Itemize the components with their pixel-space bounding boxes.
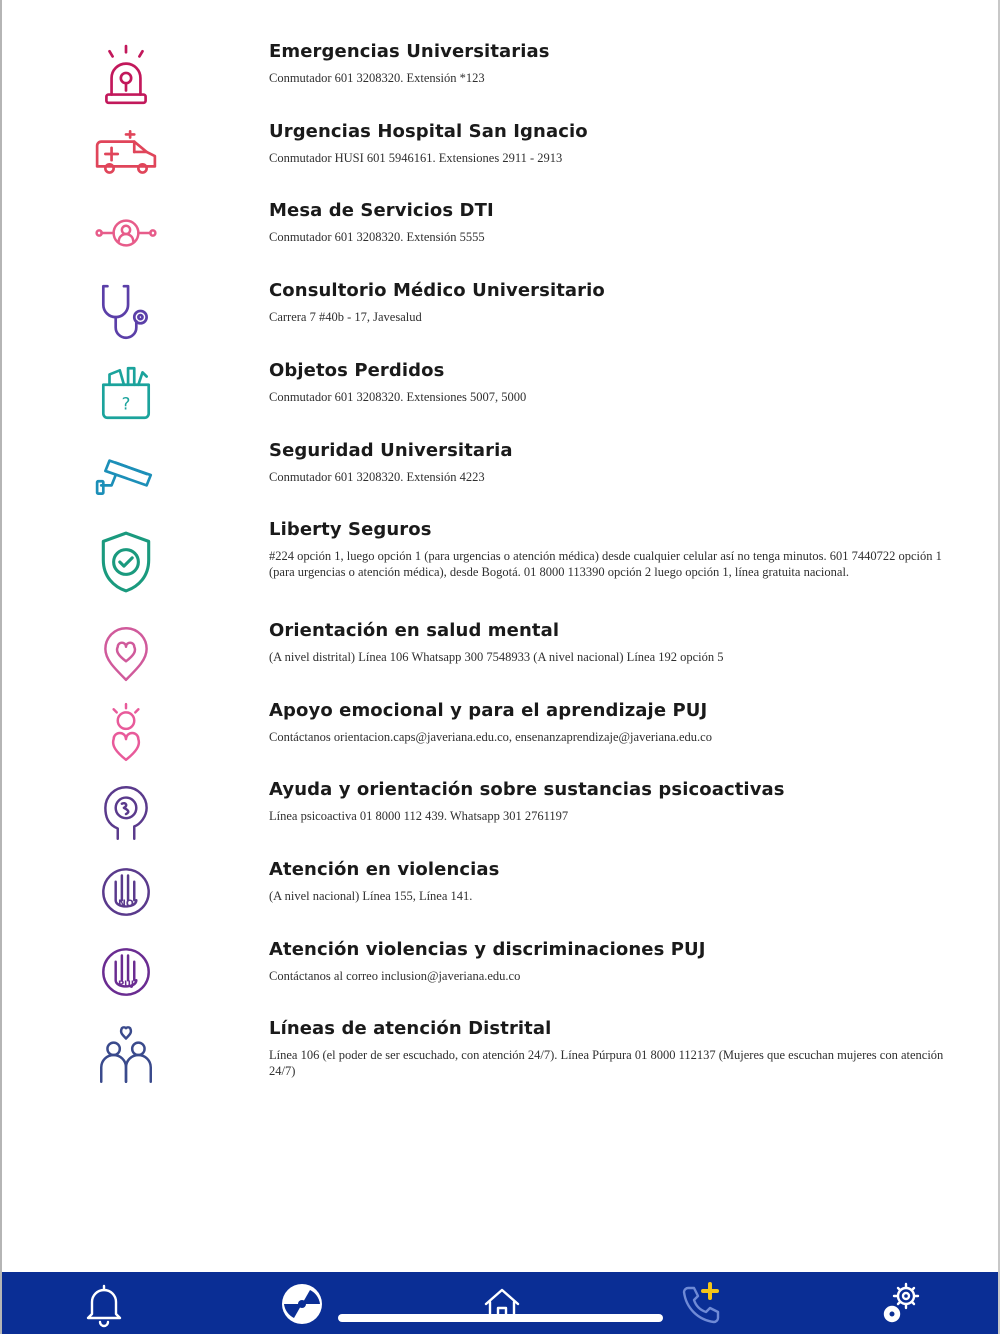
contact-text (269, 279, 969, 325)
contact-text (269, 778, 969, 824)
contact-text (269, 938, 969, 984)
nav-settings-button[interactable] (870, 1278, 930, 1330)
contact-text (269, 858, 969, 904)
contact-detail: Contáctanos al correo inclusion@javeriana.edu.co (269, 969, 521, 983)
contact-title: Urgencias Hospital San Ignacio (269, 121, 588, 142)
person-heart-icon (86, 693, 166, 773)
stop-hand-icon (86, 852, 166, 932)
contact-title: Objetos Perdidos (269, 360, 445, 381)
contact-text (269, 40, 969, 86)
nav-home-button[interactable] (472, 1278, 532, 1330)
contact-detail: Conmutador 601 3208320. Extensiones 5007, 5000 (269, 390, 527, 404)
contact-detail: (A nivel nacional) Línea 155, Línea 141. (269, 889, 473, 903)
contact-title: Atención violencias y discriminaciones PUJ (269, 939, 706, 960)
contact-text (269, 619, 969, 665)
head-brain-icon (86, 772, 166, 852)
hand-label-no: NO (118, 898, 134, 910)
contact-detail: Conmutador 601 3208320. Extensión *123 (269, 71, 485, 85)
contact-detail: Carrera 7 #40b - 17, Javesalud (269, 310, 422, 324)
bottom-nav-bar (2, 1272, 998, 1334)
nav-emergency-contacts-button[interactable] (672, 1278, 732, 1330)
support-agent-icon (86, 193, 166, 273)
settings-icon (876, 1280, 924, 1328)
contact-text (269, 1017, 969, 1079)
question-mark: ? (121, 394, 131, 414)
contact-title: Consultorio Médico Universitario (269, 280, 605, 301)
nav-notifications-button[interactable] (74, 1278, 134, 1330)
contact-title: Emergencias Universitarias (269, 41, 550, 62)
contact-title: Liberty Seguros (269, 519, 432, 540)
contact-text (269, 120, 969, 166)
contact-title: Orientación en salud mental (269, 620, 560, 641)
people-heart-icon (86, 1015, 166, 1095)
contact-title: Seguridad Universitaria (269, 440, 513, 461)
contact-detail: (A nivel distrital) Línea 106 Whatsapp 300 7548933 (A nivel nacional) Línea 192 opción 5 (269, 650, 724, 664)
ambulance-icon (86, 114, 166, 194)
contact-detail: Conmutador HUSI 601 5946161. Extensiones 2911 - 2913 (269, 151, 563, 165)
contact-text (269, 199, 969, 245)
contact-text (269, 359, 969, 405)
contact-detail: Contáctanos orientacion.caps@javeriana.edu.co, ensenanzaprendizaje@javeriana.edu.co (269, 730, 712, 744)
phone-plus-icon (678, 1280, 726, 1328)
contact-title: Atención en violencias (269, 859, 500, 880)
contact-title: Ayuda y orientación sobre sustancias psicoactivas (269, 779, 785, 800)
contact-detail: Conmutador 601 3208320. Extensión 5555 (269, 230, 485, 244)
compass-icon (278, 1280, 326, 1328)
contact-title: Líneas de atención Distrital (269, 1018, 552, 1039)
home-indicator-bar[interactable] (338, 1314, 663, 1322)
contact-detail: #224 opción 1, luego opción 1 (para urgencias o atención médica) desde cualquier celular así no tenga minutos. 601 7440722 opción 1 (para urgencias o atención médica), desde Bogotá. 01 8000 113390 opción 2 luego opción 1, línea gratuita nacional. (269, 549, 942, 579)
siren-icon (86, 36, 166, 116)
shield-check-icon (86, 522, 166, 602)
lost-box-icon (86, 353, 166, 433)
security-camera-icon (86, 433, 166, 513)
contact-text (269, 699, 969, 745)
contact-title: Mesa de Servicios DTI (269, 200, 494, 221)
contact-title: Apoyo emocional y para el aprendizaje PUJ (269, 700, 708, 721)
contact-detail: Línea psicoactiva 01 8000 112 439. Whatsapp 301 2761197 (269, 809, 569, 823)
contact-text (269, 439, 969, 485)
heart-location-icon (86, 613, 166, 693)
nav-explore-button[interactable] (272, 1278, 332, 1330)
contact-detail: Línea 106 (el poder de ser escuchado, con atención 24/7). Línea Púrpura 01 8000 112137 (Mujeres que escuchan mujeres con atención 24/7) (269, 1048, 944, 1078)
contact-text (269, 518, 969, 580)
hand-label-puj: PUJ (118, 978, 134, 989)
contact-detail: Conmutador 601 3208320. Extensión 4223 (269, 470, 485, 484)
stethoscope-icon (86, 273, 166, 353)
stop-hand-puj-icon (86, 932, 166, 1012)
bell-icon (80, 1280, 128, 1328)
